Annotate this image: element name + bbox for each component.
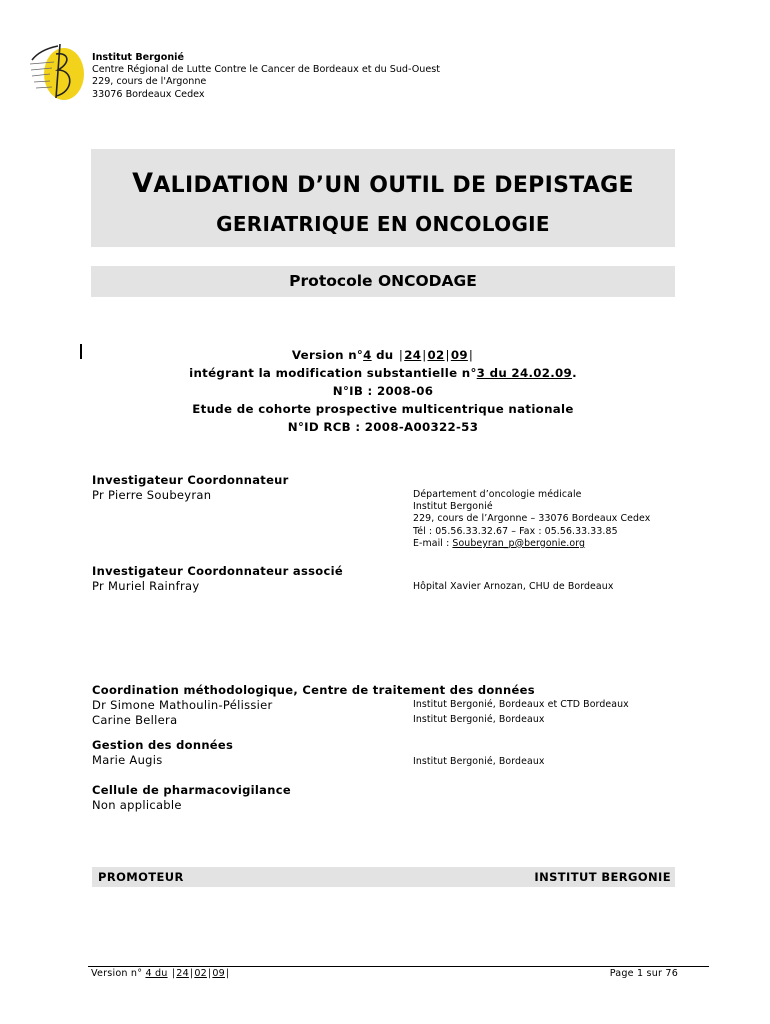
coordination-name1: Dr Simone Mathoulin-Pélissier [92, 698, 273, 712]
rcb-line: N°ID RCB : 2008-A00322-53 [287, 420, 479, 434]
sponsor-bar [92, 867, 675, 887]
investigator-institute: Institut Bergonié [413, 501, 493, 513]
institution-address-line1: 229, cours de l'Argonne [92, 76, 207, 88]
coordination-aff1: Institut Bergonié, Bordeaux et CTD Bordeaux [413, 699, 629, 710]
associate-affiliation: Hôpital Xavier Arnozan, CHU de Bordeaux [413, 581, 614, 592]
document-title-box [91, 149, 675, 247]
investigator-email-line: E-mail : Soubeyran_p@bergonie.org [413, 537, 586, 549]
investigator-affiliation [413, 489, 650, 550]
institution-address-line2: 33076 Bordeaux Cedex [92, 88, 205, 100]
footer-rule [88, 966, 709, 967]
sponsor-value: INSTITUT BERGONIE [534, 870, 671, 884]
document-title-line2: GERIATRIQUE EN ONCOLOGIE [216, 212, 550, 236]
data-management-name: Marie Augis [92, 753, 163, 767]
document-title-line1: VALIDATION D’UN OUTIL DE DEPISTAGE [132, 168, 634, 199]
associate-name: Pr Muriel Rainfray [92, 579, 200, 593]
investigator-name: Pr Pierre Soubeyran [92, 488, 212, 502]
coordination-heading: Coordination méthodologique, Centre de traitement des données [92, 683, 535, 697]
institution-header [92, 52, 440, 101]
institution-subtitle: Centre Régional de Lutte Contre le Cancer de Bordeaux et du Sud-Ouest [92, 64, 441, 76]
data-management-affiliation: Institut Bergonié, Bordeaux [413, 756, 545, 767]
protocol-title: Protocole ONCODAGE [91, 266, 675, 297]
investigator-department: Département d’oncologie médicale [413, 489, 582, 500]
version-block [91, 346, 675, 436]
study-type-line: Etude de cohorte prospective multicentrique nationale [192, 402, 574, 416]
modification-line: intégrant la modification substantielle n°3 du 24.02.09. [189, 366, 577, 380]
investigator-address: 229, cours de l’Argonne – 33076 Bordeaux Cedex [413, 513, 651, 525]
coordination-name2: Carine Bellera [92, 713, 178, 727]
pharmacovigilance-value: Non applicable [92, 798, 182, 812]
revision-margin-bar [80, 344, 82, 359]
institut-bergonie-logo [28, 40, 84, 102]
footer-page-number: Page 1 sur 76 [609, 968, 678, 979]
investigator-section [92, 473, 289, 503]
pharmacovigilance-heading: Cellule de pharmacovigilance [92, 783, 291, 797]
sponsor-label: PROMOTEUR [98, 870, 184, 884]
data-management-heading: Gestion des données [92, 738, 234, 752]
data-management-section [92, 738, 233, 768]
footer-version: Version n° 4 du |24|02|09| [91, 968, 230, 979]
investigator-phone: Tél : 05.56.33.32.67 – Fax : 05.56.33.33.85 [413, 525, 618, 537]
investigator-email-link[interactable]: Soubeyran_p@bergonie.org [452, 537, 586, 549]
associate-heading: Investigateur Coordonnateur associé [92, 564, 343, 578]
version-line: Version n°4 du |24|02|09| [291, 348, 474, 362]
coordination-aff2: Institut Bergonié, Bordeaux [413, 714, 545, 725]
nib-line: N°IB : 2008-06 [332, 384, 434, 398]
associate-section [92, 564, 343, 594]
investigator-heading: Investigateur Coordonnateur [92, 473, 289, 487]
pharmacovigilance-section [92, 783, 291, 813]
institution-name: Institut Bergonié [92, 52, 184, 63]
